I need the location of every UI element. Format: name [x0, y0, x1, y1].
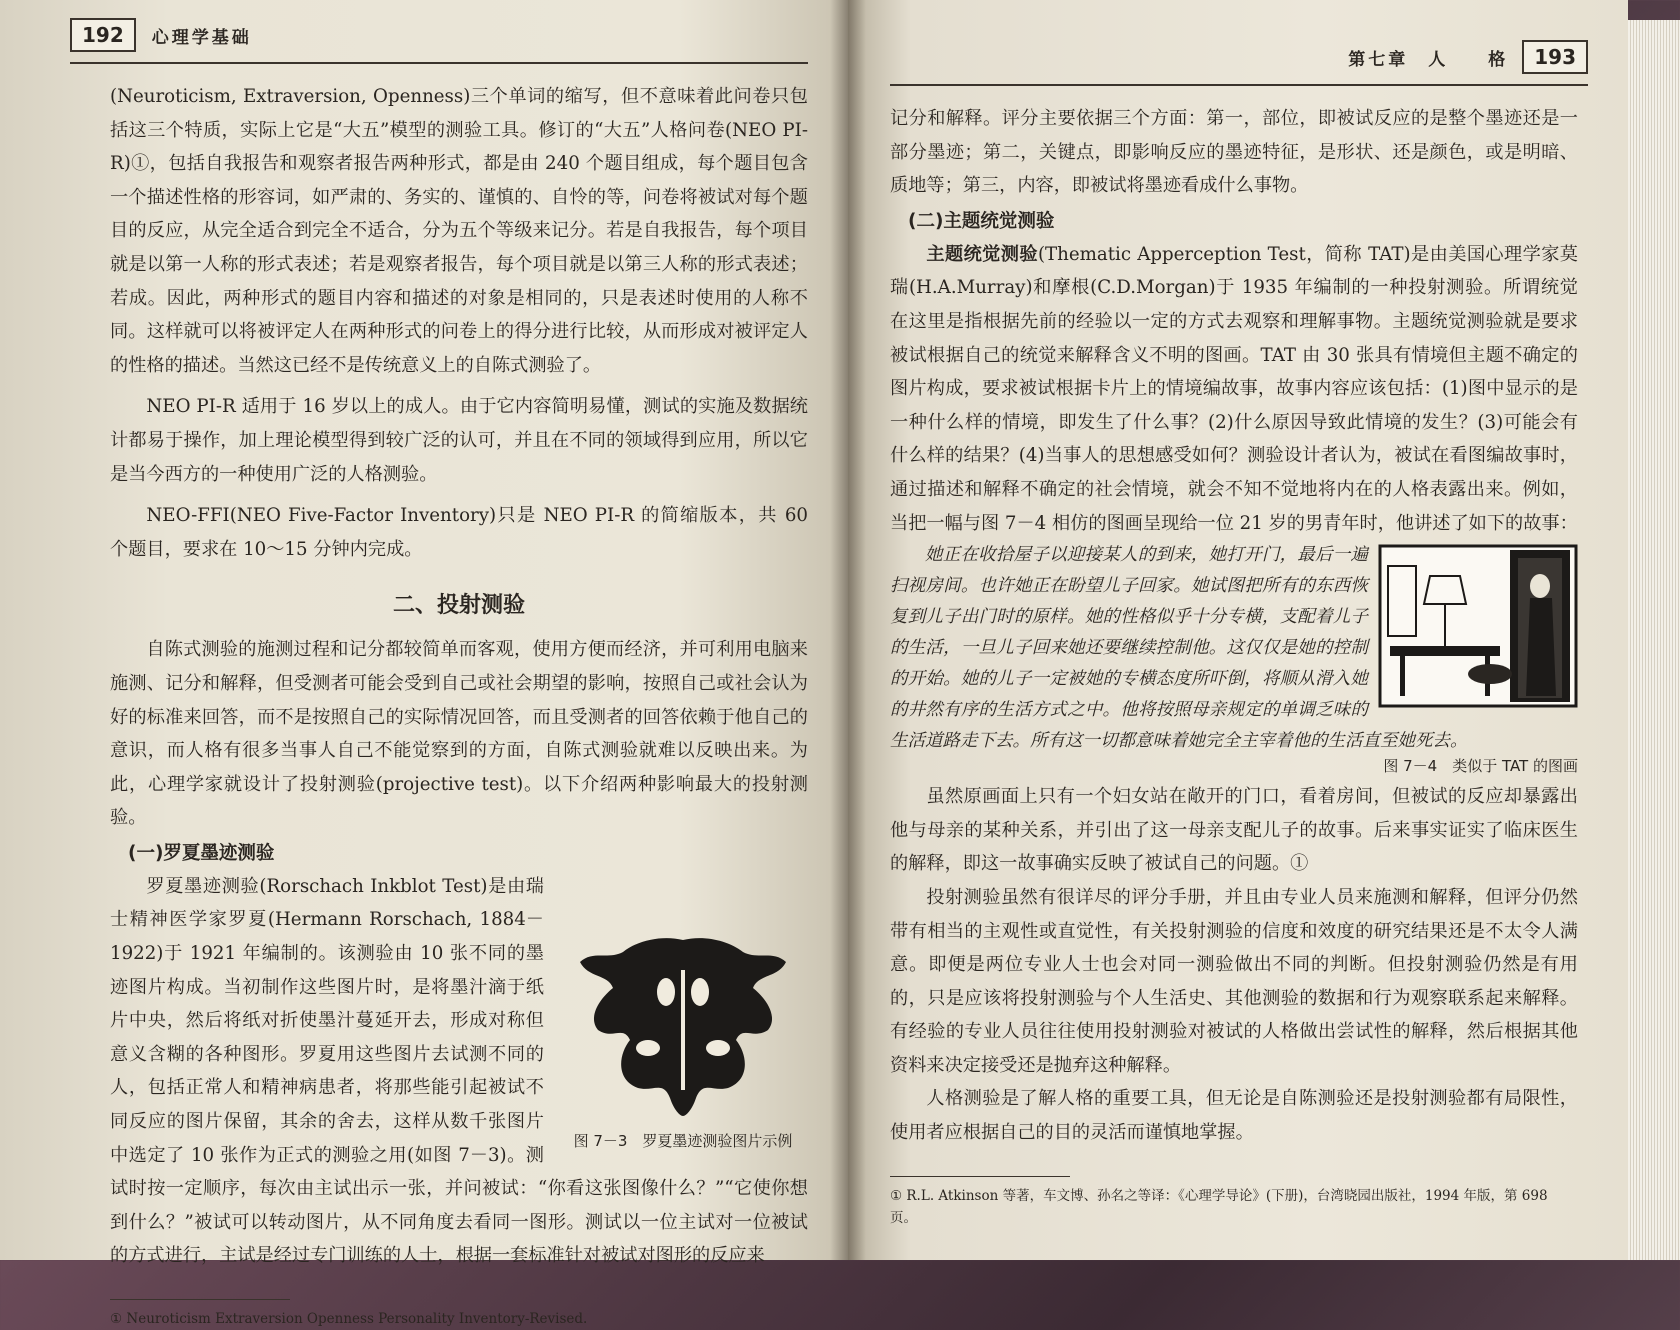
footnote-left: ① Neuroticism Extraversion Openness Personality Inventory-Revised. [110, 1311, 588, 1327]
book-title: 心理学基础 [151, 27, 252, 48]
paragraph-after-story: 虽然原画面上只有一个妇女站在敞开的门口，看着房间，但被试的反应却暴露出他与母亲的某种关系，并引出了这一母亲支配儿子的故事。后来事实证实了临床医生的解释，即这一故事确实反映了被试自己的问题。① [890, 786, 1578, 875]
footnote-rule-left [110, 1299, 290, 1300]
footnote-rule-right [890, 1176, 1070, 1177]
paragraph-conclusion: 人格测验是了解人格的重要工具，但无论是自陈测验还是投射测验都有局限性，使用者应根据自己的目的灵活而谨慎地掌握。 [890, 1088, 1578, 1144]
chapter-label: 第七章 人 格 [1348, 49, 1509, 70]
paragraph-rorschach: 罗夏墨迹测验(Rorschach Inkblot Test)是由瑞士精神医学家罗夏(Hermann Rorschach, 1884－1922)于 1921 年编制的。该测验由 10 张不同的墨迹图片构成。当初制作这些图片时，是将墨汁滴于纸片中央，然后将纸对折使墨汁蔓延开去，形成对称但意义含糊的各种图形。罗夏用这些图片去试测不同的人，包括正常人和精神病患者，将那些能引起被试不同反应的图片保留，其余的舍去，这样从数千张图片中选定了 10 张作为正式的测验之用(如图 7－3)。测试时按一定顺序，每次由主试出示一张，并问被试：“你看这张图像什么？”“它使你想到什么？”被试可以转动图片，从不同角度去看同一图形。测试以一位主试对一位被试的方式进行，主试是经过专门训练的人士，根据一套标准针对被试对图形的反应来 [110, 875, 808, 1267]
right-page [848, 0, 1628, 1260]
figure-caption-inkblot: 图 7－3 罗夏墨迹测验图片示例 [573, 1131, 793, 1150]
right-page-header [890, 30, 1588, 86]
figure-caption-tat: 图 7－4 类似于 TAT 的图画 [1383, 757, 1578, 776]
story-text: 她正在收拾屋子以迎接某人的到来，她打开门，最后一遍扫视房间。也许她正在盼望儿子回家。她试图把所有的东西恢复到儿子出门时的原样。她的性格似乎十分专横，支配着儿子的生活，一旦儿子回来她还要继续控制他。这仅仅是她的控制的开始。她的儿子一定被她的专横态度所吓倒，将顺从滑入她的井然有序的生活方式之中。他将按照母亲规定的单调乏味的生活道路走下去。所有这一切都意味着她完全主宰着他的生活直至她死去。 [890, 545, 1468, 752]
page-stack-edge [1628, 20, 1680, 1260]
paragraph-neo-description: (Neuroticism, Extraversion, Openness)三个单词的缩写，但不意味着此问卷只包括这三个特质，实际上它是“大五”模型的测验工具。修订的“大五”人格问卷(NEO PI-R)①，包括自我报告和观察者报告两种形式，都是由 240 个题目组成，每个题目包含一个描述性格的形容词，如严肃的、务实的、谨慎的、自怜的等，问卷将被试对每个题目的反应，从完全适合到完全不适合，分为五个等级来记分。若是自我报告，每个项目就是以第一人称的形式表述；若是观察者报告，每个项目就是以第三人称的形式表述；若成。因此，两种形式的题目内容和描述的对象是相同的，只是表述时使用的人称不同。这样就可以将被评定人在两种形式的问卷上的得分进行比较，从而形成对被评定人的性格的描述。当然这已经不是传统意义上的自陈式测验了。 [110, 86, 808, 376]
paragraph-tat-intro [890, 238, 1578, 540]
paragraph-neo-usage: NEO PI-R 适用于 16 岁以上的成人。由于它内容简明易懂，测试的实施及数据统计都易于操作，加上理论模型得到较广泛的认可，并且在不同的领域得到应用，所以它是当今西方的一种使用广泛的人格测验。 [110, 396, 808, 485]
paragraph-neo-ffi: NEO-FFI(NEO Five-Factor Inventory)只是 NEO PI-R 的简缩版本，共 60 个题目，要求在 10～15 分钟内完成。 [110, 505, 808, 560]
section-title: 二、投射测验 [392, 593, 525, 619]
paragraph-scoring: 记分和解释。评分主要依据三个方面：第一，部位，即被试反应的是整个墨迹还是一部分墨迹；第二，关键点，即影响反应的墨迹特征，是形状、还是颜色，或是明暗、质地等；第三，内容，即被试将墨迹看成什么事物。 [890, 108, 1578, 197]
subsection-title-rorschach: (一)罗夏墨迹测验 [128, 842, 275, 864]
figure-inkblot [558, 930, 808, 1151]
tat-intro-text: (Thematic Apperception Test，简称 TAT)是由美国心理学家莫瑞(H.A.Murray)和摩根(C.D.Morgan)于 1935 年编制的一种投射测验。所谓统觉在这里是指根据先前的经验以一定的方式去观察和理解事物。主题统觉测验就是要求被试根据自己的统觉来解释含义不明的图画。TAT 由 30 张具有情境但主题不确定的图片构成，要求被试根据卡片上的情境编故事，故事内容应该包括：(1)图中显示的是一种什么样的情境，即发生了什么事？(2)什么原因导致此情境的发生？(3)可能会有什么样的结果？(4)当事人的思想感受如何？测验设计者认为，被试在看图编故事时，通过描述和解释不确定的社会情境，就会不知不觉地将内在的人格表露出来。例如，当把一幅与图 7－4 相仿的图画呈现给一位 21 岁的男青年时，他讲述了如下的故事： [890, 243, 1578, 534]
paragraph-projective-intro: 自陈式测验的施测过程和记分都较简单而客观，使用方便而经济，并可利用电脑来施测、记分和解释，但受测者可能会受到自己或社会期望的影响，按照自己或社会认为好的标准来回答，而不是按照自己的实际情况回答，而且受测者的回答依赖于他自己的意识，而人格有很多当事人自己不能觉察到的方面，自陈式测验就难以反映出来。为此，心理学家就设计了投射测验(projective test)。以下介绍两种影响最大的投射测验。 [110, 639, 808, 829]
book-spine [830, 0, 866, 1260]
paragraph-projective-evaluation: 投射测验虽然有很详尽的评分手册，并且由专业人员来施测和解释，但评分仍然带有相当的主观性或直觉性，有关投射测验的信度和效度的研究结果还是不太令人满意。即便是两位专业人士也会对同一测验做出不同的判断。但投射测验仍然是有用的，只是应该将投射测验与个人生活史、其他测验的数据和行为观察联系起来解释。有经验的专业人员往往使用投射测验对被试的人格做出尝试性的解释，然后根据其他资料来决定接受还是抛弃这种解释。 [890, 886, 1578, 1076]
tat-term: 主题统觉测验 [926, 243, 1038, 265]
page-number-right: 193 [1522, 40, 1588, 74]
inkblot-image [568, 930, 798, 1120]
tat-image [1380, 546, 1576, 706]
page-number-left: 192 [70, 18, 136, 52]
figure-tat [1378, 546, 1578, 710]
footnote-right: ① R.L. Atkinson 等著，车文博、孙名之等译：《心理学导论》(下册)，台湾晓园出版社，1994 年版，第 698 页。 [890, 1187, 1548, 1226]
subsection-title-tat: (二)主题统觉测验 [908, 210, 1055, 232]
left-page-header [70, 8, 808, 64]
